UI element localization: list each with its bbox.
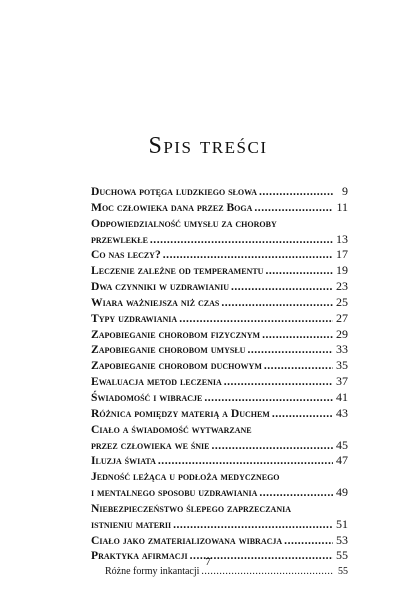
toc-entry (91, 184, 348, 200)
dot-leader (212, 438, 334, 454)
toc-entry-title: Leczenie zależne od temperamentu (91, 264, 264, 278)
toc-entry (91, 390, 348, 406)
page-number: 7 (205, 556, 211, 568)
dot-leader (224, 374, 333, 390)
toc-entry (91, 501, 348, 517)
toc-entry (91, 200, 348, 216)
toc-entry-page: 43 (336, 405, 348, 420)
dot-leader (231, 279, 333, 295)
dot-leader (150, 232, 333, 248)
dot-leader (284, 533, 333, 549)
toc-entry-page: 17 (336, 247, 348, 262)
toc-entry-page: 49 (336, 485, 348, 500)
toc-entry-title: Duchowa potęga ludzkiego słowa (91, 185, 257, 198)
dot-leader (259, 485, 333, 501)
toc-entry-title: Wiara ważniejsza niż czas (91, 295, 220, 309)
toc-entry (91, 453, 348, 469)
dot-leader (204, 390, 333, 406)
toc-entry (91, 374, 348, 390)
toc-entry (91, 533, 348, 549)
toc-entry-title: Ewaluacja metod leczenia (91, 375, 222, 389)
toc-entry-page: 35 (336, 358, 348, 373)
toc-entry-title: Moc człowieka dana przez Boga (91, 200, 253, 214)
dot-leader (163, 247, 333, 263)
toc-entry (91, 216, 348, 232)
toc-entry-page: 51 (336, 516, 348, 531)
toc-entry-page: 33 (336, 342, 348, 357)
toc-entry-title: Zapobieganie chorobom duchowym (91, 359, 262, 373)
toc-entry-page: 23 (336, 279, 348, 294)
toc-entry-title: Typy uzdrawiania (91, 311, 178, 325)
dot-leader (262, 327, 333, 343)
toc-entry-title: Ciało jako zmaterializowana wibracja (91, 533, 283, 547)
toc-entry-title: Zapobieganie chorobom umysłu (91, 343, 246, 357)
toc-entry-page: 55 (336, 548, 348, 563)
toc-entry-page: 37 (336, 374, 348, 389)
dot-leader (179, 311, 333, 327)
toc-entry-title: Odpowiedzialność umysłu za choroby (91, 216, 277, 230)
toc-entry-title: Dwa czynniki w uzdrawianiu (91, 280, 229, 294)
toc-entry-page: 47 (336, 453, 348, 468)
toc-entry-title: przewlekłe (91, 232, 148, 246)
toc-entry-page: 29 (336, 326, 348, 341)
dot-leader (247, 342, 333, 358)
toc-entry-title: Zapobieganie chorobom fizycznym (91, 327, 261, 341)
toc-entry-title: istnieniu materii (91, 517, 172, 531)
toc-entry (91, 327, 348, 343)
toc-entry-page: 25 (336, 294, 348, 309)
toc-entry-title: Niebezpieczeństwo ślepego zaprzeczania (91, 501, 291, 515)
toc-entry-page: 27 (336, 310, 348, 325)
toc-entry-page: 41 (336, 389, 348, 404)
dot-leader (158, 453, 333, 469)
dot-leader (272, 406, 333, 422)
toc-entry (91, 295, 348, 311)
toc-entry (91, 342, 348, 358)
page-title: Spis treści (148, 133, 268, 160)
toc-entry (91, 485, 348, 501)
toc-entry (91, 406, 348, 422)
toc-entry (91, 469, 348, 485)
toc-entry-page: 19 (336, 263, 348, 278)
toc-entry (91, 422, 348, 438)
toc-entry (91, 263, 348, 279)
toc-entry-title: Co nas leczy? (91, 248, 161, 262)
dot-leader (221, 295, 333, 311)
toc-entry-title: Iluzja świata (91, 454, 156, 468)
dot-leader (259, 184, 333, 200)
toc-entry-title: Ciało a świadomość wytwarzane (91, 422, 252, 436)
toc-entry (91, 279, 348, 295)
toc-entry-page: 45 (336, 437, 348, 452)
toc-entry (91, 311, 348, 327)
toc-entry-page: 53 (336, 532, 348, 547)
toc-entry-page: 9 (342, 184, 348, 198)
toc-entry (91, 358, 348, 374)
toc-entry (91, 438, 348, 454)
toc-entry-title: Jedność leżąca u podłoża medycznego (91, 470, 280, 484)
toc-entry-title: Różne formy inkantacji (105, 566, 200, 578)
toc-entry-title: przez człowieka we śnie (91, 438, 210, 452)
toc-entry-title: Świadomość i wibracje (91, 390, 203, 404)
table-of-contents (91, 184, 348, 580)
toc-entry-page: 11 (336, 199, 348, 214)
toc-entry (91, 247, 348, 263)
toc-entry-page: 55 (338, 566, 348, 578)
toc-entry (91, 517, 348, 533)
toc-entry-title: i mentalnego sposobu uzdrawiania (91, 486, 258, 500)
toc-entry (91, 232, 348, 248)
dot-leader (173, 517, 333, 533)
dot-leader (264, 358, 333, 374)
toc-entry-title: Różnica pomiędzy materią a Duchem (91, 406, 270, 420)
toc-entry-page: 13 (336, 231, 348, 246)
toc-entry-title: Praktyka afirmacji (91, 549, 188, 563)
dot-leader (265, 263, 333, 279)
dot-leader (254, 200, 333, 216)
